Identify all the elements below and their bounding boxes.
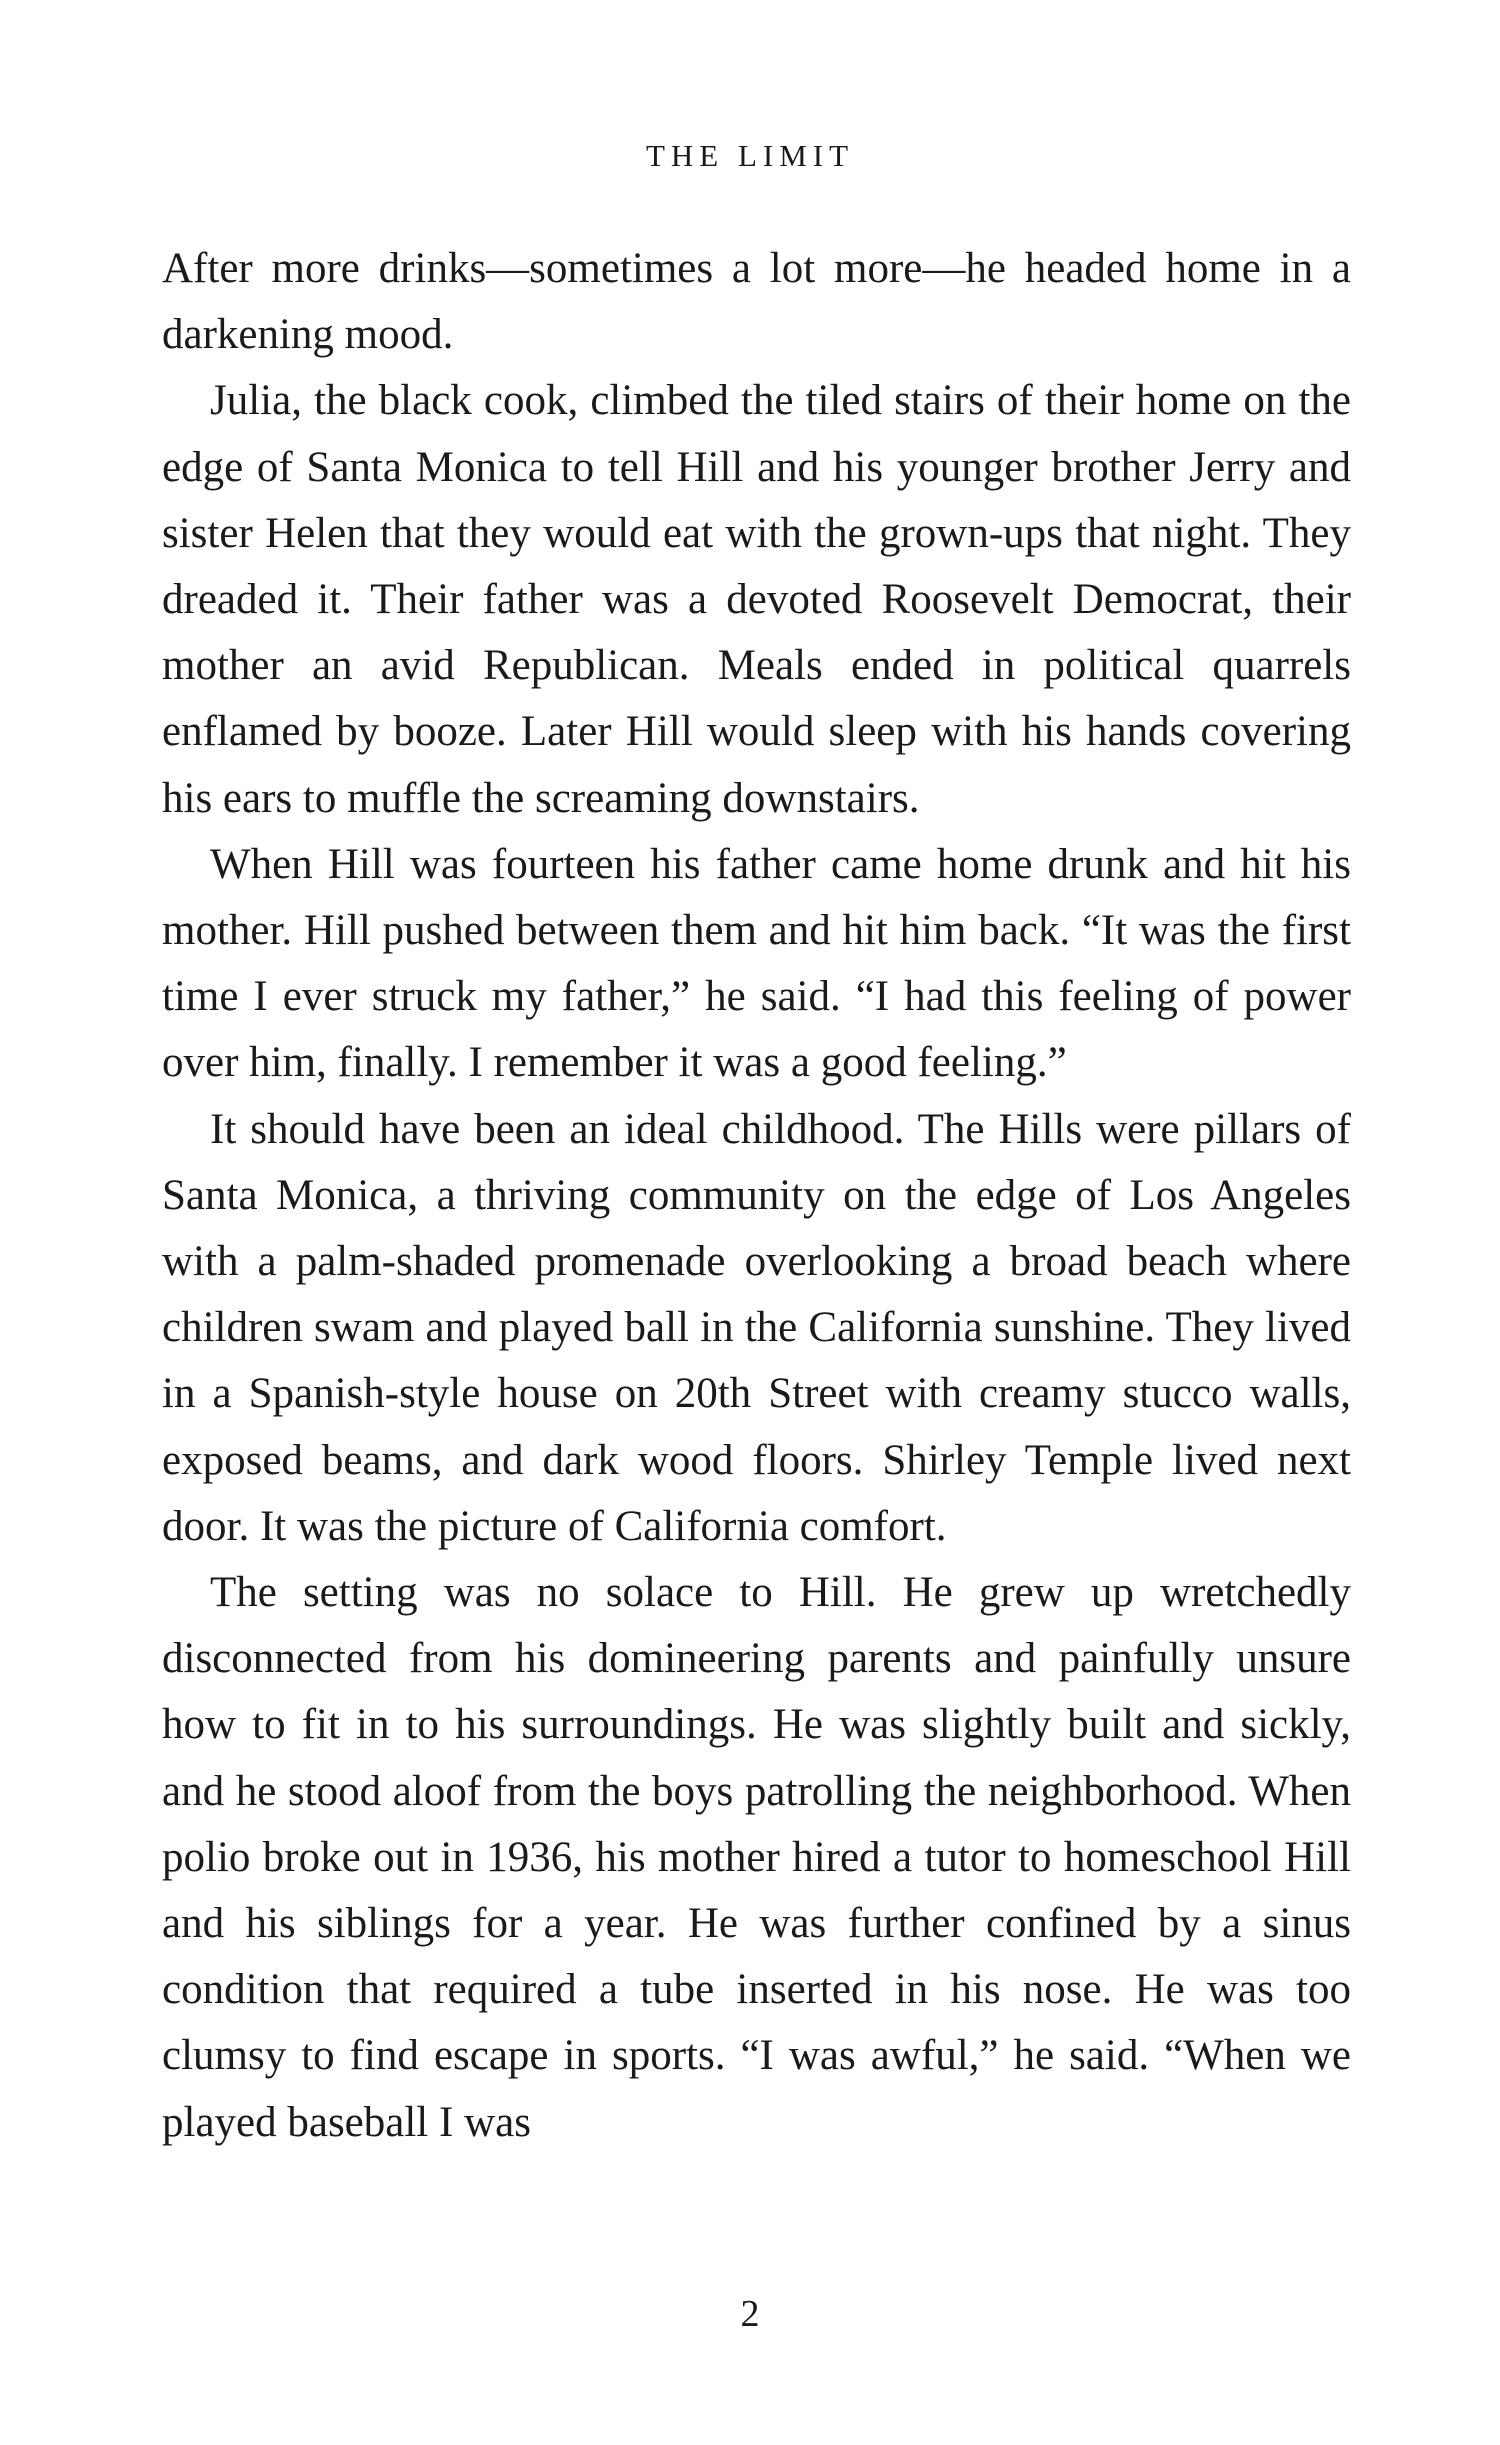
paragraph: It should have been an ideal childhood. The Hills were pillars of Santa Monica, a thriving community on the edge of Los Angeles with a palm-shaded promenade overlooking a broad beach where children swam and played ball in the California sunshine. They lived in a Spanish-style house on 20th Street with creamy stucco walls, exposed beams, and dark wood floors. Shirley Temple lived next door. It was the picture of California comfort.	[162, 1105, 1351, 1550]
paragraph: Julia, the black cook, climbed the tiled stairs of their home on the edge of Santa Monica to tell Hill and his younger brother Jerry and sister Helen that they would eat with the grown-ups that night. They dreaded it. Their father was a devoted Roosevelt Democrat, their mother an avid Republican. Meals ended in political quarrels enflamed by booze. Later Hill would sleep with his hands covering his ears to muffle the screaming downstairs.	[162, 377, 1351, 822]
paragraph: The setting was no solace to Hill. He grew up wretchedly disconnected from his domineering parents and painfully unsure how to fit in to his surroundings. He was slightly built and sickly, and he stood aloof from the boys patrolling the neighborhood. When polio broke out in 1936, his mother hired a tutor to homeschool Hill and his siblings for a year. He was further confined by a sinus condition that required a tube inserted in his nose. He was too clumsy to find escape in sports. “I was awful,” he said. “When we played baseball I was	[162, 1569, 1351, 2146]
paragraph: When Hill was fourteen his father came home drunk and hit his mother. Hill pushed between them and hit him back. “It was the first time I ever struck my father,” he said. “I had this feeling of power over him, finally. I remember it was a good feeling.”	[162, 840, 1351, 1087]
page-number: 2	[740, 2293, 760, 2335]
body-text	[162, 236, 1351, 2156]
paragraph: After more drinks—sometimes a lot more—he headed home in a darkening mood.	[162, 245, 1351, 359]
running-head: THE LIMIT	[645, 138, 855, 173]
